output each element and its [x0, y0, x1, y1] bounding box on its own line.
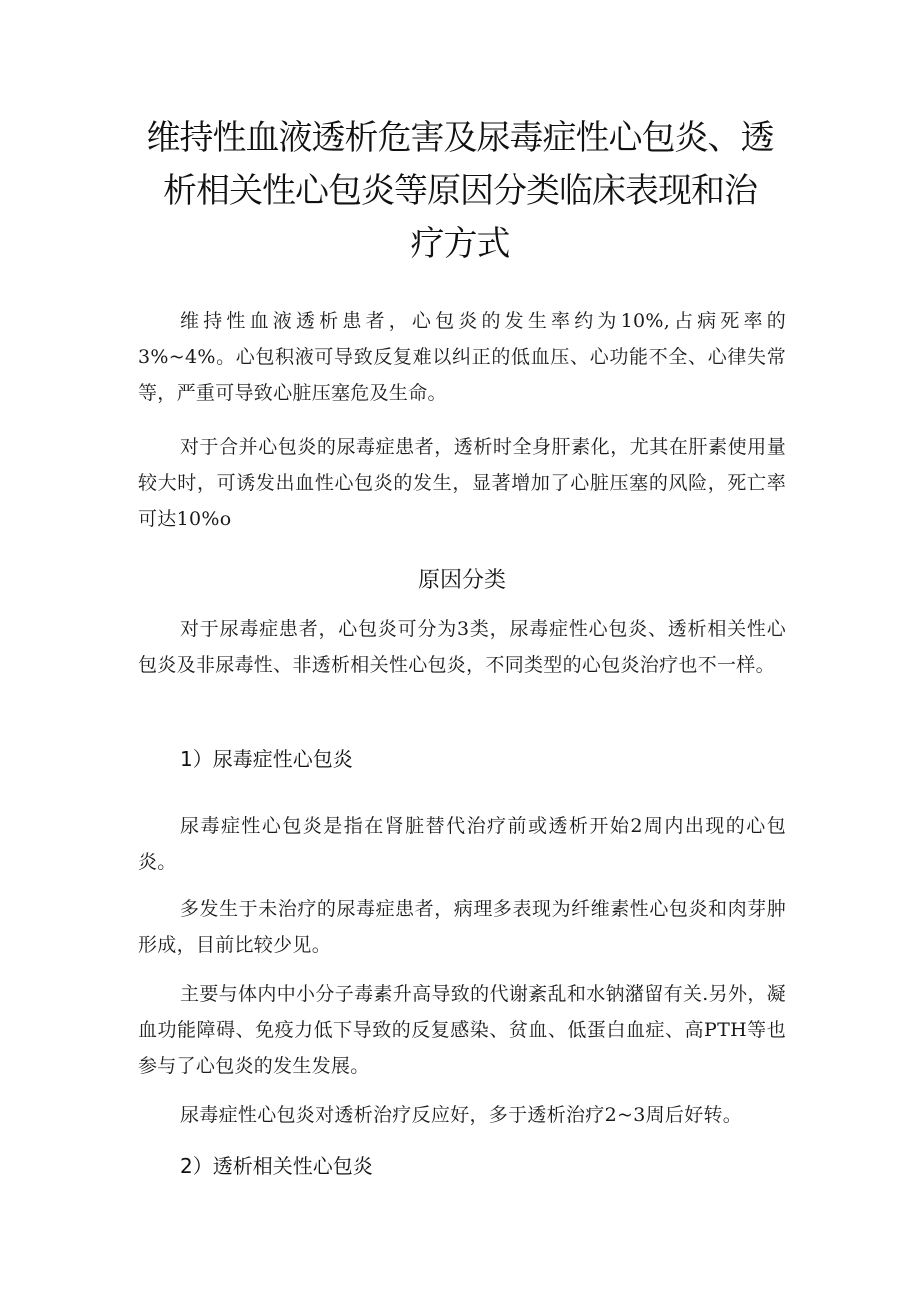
section-heading-causes: 原因分类 [417, 568, 506, 593]
title-line-3: 疗方式 [410, 224, 510, 264]
subsection-1-paragraph-1: 尿毒症性心包炎是指在肾脏替代治疗前或透析开始2周内出现的心包炎。 [138, 815, 786, 873]
intro-paragraph-1: 维持性血液透析患者，心包炎的发生率约为10%,占病死率的3%~4%。心包积液可导致反复难以纠正的低血压、心功能不全、心律失常等，严重可导致心脏压塞危及生命。 [138, 310, 786, 404]
intro-paragraph-2: 对于合并心包炎的尿毒症患者，透析时全身肝素化，尤其在肝素使用量较大时，可诱发出血性心包炎的发生，显著增加了心脏压塞的风险，死亡率可达10%o [138, 436, 786, 530]
subsection-1-paragraph-4: 尿毒症性心包炎对透析治疗反应好，多于透析治疗2~3周后好转。 [180, 1104, 743, 1126]
section-paragraph: 对于尿毒症患者，心包炎可分为3类，尿毒症性心包炎、透析相关性心包炎及非尿毒性、非透析相关性心包炎，不同类型的心包炎治疗也不一样。 [138, 618, 786, 676]
document-title [130, 112, 790, 271]
subsection-1-heading: 1）尿毒症性心包炎 [180, 747, 353, 771]
title-line-1: 维持性血液透析危害及尿毒症性心包炎、透 [146, 118, 774, 158]
subsection-2-heading: 2）透析相关性心包炎 [180, 1154, 373, 1178]
title-line-2: 析相关性心包炎等原因分类临床表现和治 [163, 171, 757, 211]
subsection-1-paragraph-2: 多发生于未治疗的尿毒症患者，病理多表现为纤维素性心包炎和肉芽肿形成，目前比较少见。 [138, 898, 786, 956]
subsection-1-paragraph-3: 主要与体内中小分子毒素升高导致的代谢紊乱和水钠潴留有关.另外，凝血功能障碍、免疫力低下导致的反复感染、贫血、低蛋白血症、高PTH等也参与了心包炎的发生发展。 [138, 983, 786, 1077]
